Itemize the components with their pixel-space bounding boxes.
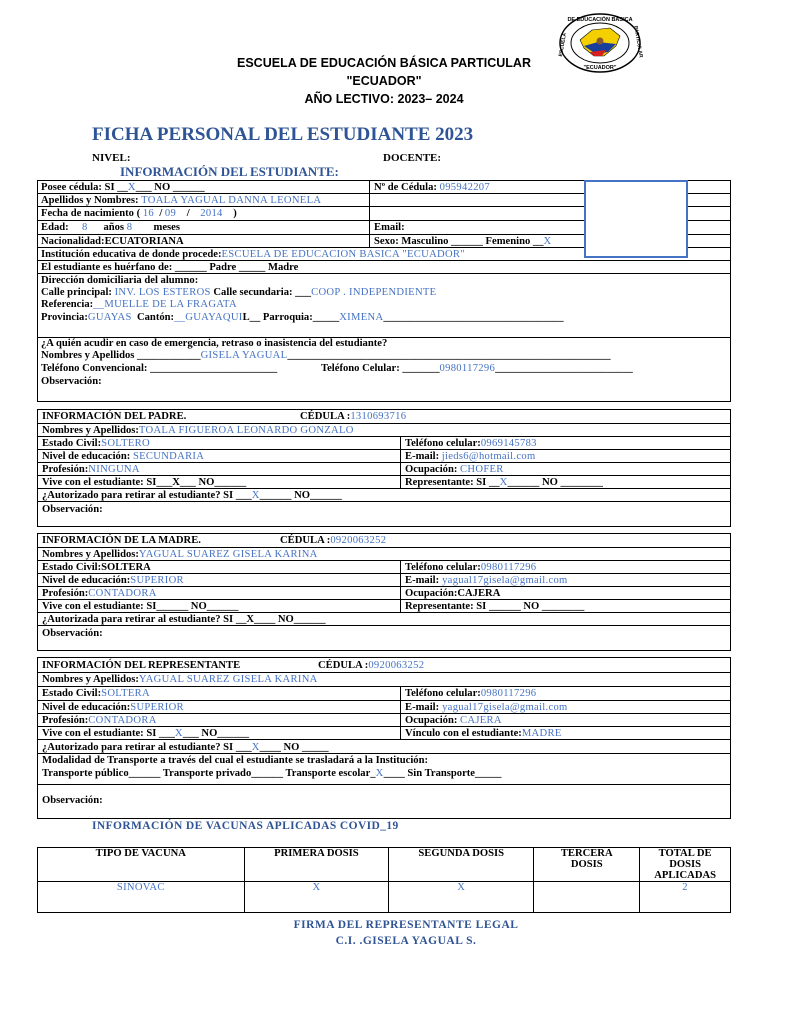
- mother-info-table: [37, 533, 731, 651]
- student-names: Apellidos y Nombres: TOALA YAGUAL DANNA LEONELA: [41, 195, 322, 206]
- page-title: FICHA PERSONAL DEL ESTUDIANTE 2023: [92, 124, 474, 145]
- school-year: AÑO LECTIVO: 2023– 2024: [304, 92, 464, 106]
- rep-profession: Profesión:CONTADORA: [42, 715, 157, 726]
- vaccine-type-header: TIPO DE VACUNA: [38, 848, 245, 882]
- mother-email: E-mail: yagual17gisela@gmail.com: [405, 575, 568, 586]
- vaccines-section-title: INFORMACIÓN DE VACUNAS APLICADAS COVID_19: [92, 820, 399, 832]
- mother-section-title: INFORMACIÓN DE LA MADRE.: [42, 535, 201, 546]
- rep-observation: Observación:: [42, 795, 103, 806]
- emergency-cell: Teléfono Celular: _______0980117296__________________________: [321, 363, 633, 374]
- mother-cell: Teléfono celular:0980117296: [405, 562, 537, 573]
- address-province: Provincia:GUAYAS Cantón:__GUAYAQUIL__ Parroquia:_____XIMENA__________________________________: [41, 312, 564, 323]
- transport-options: Transporte público______ Transporte privado______ Transporte escolar_X____ Sin Transporte_____: [42, 768, 502, 779]
- mother-authorized: ¿Autorizada para retirar al estudiante? SI __X____ NO______: [42, 614, 326, 625]
- student-email: Email:: [374, 222, 405, 233]
- total-doses-header: TOTAL DE DOSIS APLICADAS: [640, 848, 731, 882]
- rep-lives-with: Vive con el estudiante: SI ___X___ NO______: [42, 728, 250, 739]
- seal-text-top: DE EDUCACIÓN BÁSICA: [567, 17, 633, 23]
- address-reference: Referencia:__MUELLE DE LA FRAGATA: [41, 299, 237, 310]
- nationality: Nacionalidad:ECUATORIANA: [41, 236, 184, 247]
- first-dose-header: PRIMERA DOSIS: [244, 848, 389, 882]
- emergency-name: Nombres y Apellidos ____________GISELA YAGUAL_____________________________________________________________: [41, 350, 611, 361]
- address-label: Dirección domiciliaria del alumno:: [41, 275, 199, 286]
- vaccines-header-row: [38, 848, 731, 882]
- table-row: [38, 882, 731, 913]
- father-authorized: ¿Autorizado para retirar al estudiante? SI ___X______ NO______: [42, 490, 342, 501]
- father-cell: Teléfono celular:0969145783: [405, 438, 537, 449]
- cedula-number: Nº de Cédula: 095942207: [374, 182, 490, 193]
- representative-info-table: [37, 657, 731, 819]
- total-doses-cell: 2: [640, 882, 731, 913]
- school-heading: ESCUELA DE EDUCACIÓN BÁSICA PARTICULAR: [237, 56, 531, 70]
- seal-text-left: ESCUELA: [557, 32, 569, 58]
- third-dose-cell: [534, 882, 640, 913]
- photo-placeholder: [584, 180, 688, 258]
- transport-question: Modalidad de Transporte a través del cual el estudiante se trasladará a la Institución:: [42, 755, 428, 766]
- seal-text-bottom: "ECUADOR": [583, 65, 617, 71]
- student-observation: Observación:: [41, 376, 102, 387]
- second-dose-cell: X: [389, 882, 534, 913]
- school-seal-logo: [558, 12, 642, 74]
- vaccine-type-cell: SINOVAC: [38, 882, 245, 913]
- rep-relationship: Vínculo con el estudiante:MADRE: [405, 728, 562, 739]
- mother-civil-status: Estado Civil:SOLTERA: [42, 562, 151, 573]
- mother-lives-with: Vive con el estudiante: SI______ NO______: [42, 601, 239, 612]
- father-cedula: CÉDULA :1310693716: [300, 411, 407, 422]
- rep-email: E-mail: yagual17gisela@gmail.com: [405, 702, 568, 713]
- third-dose-header: TERCERA DOSIS: [534, 848, 640, 882]
- first-dose-cell: X: [244, 882, 389, 913]
- father-info-table: [37, 409, 731, 527]
- rep-authorized: ¿Autorizado para retirar al estudiante? SI ___X____ NO _____: [42, 742, 329, 753]
- mother-profession: Profesión:CONTADORA: [42, 588, 157, 599]
- father-section-title: INFORMACIÓN DEL PADRE.: [42, 411, 187, 422]
- mother-representative: Representante: SI ______ NO ________: [405, 601, 585, 612]
- mother-occupation: Ocupación:CAJERA: [405, 588, 501, 599]
- father-education: Nivel de educación: SECUNDARIA: [42, 451, 205, 462]
- nivel-label: NIVEL:: [92, 152, 131, 164]
- sex-field: Sexo: Masculino ______ Femenino __X: [374, 236, 552, 247]
- rep-cedula: CÉDULA :0920063252: [318, 660, 425, 671]
- birth-date: Fecha de nacimiento ( 16 / 09 / 2014 ): [41, 208, 237, 219]
- father-observation: Observación:: [42, 504, 103, 515]
- cedula-question: Posee cédula: SI __X___ NO ______: [41, 182, 205, 193]
- mother-observation: Observación:: [42, 628, 103, 639]
- orphan-field: El estudiante es huérfano de: ______ Padre _____ Madre: [41, 262, 299, 273]
- vaccines-table: [37, 847, 731, 913]
- mother-names: Nombres y Apellidos:YAGUAL SUAREZ GISELA KARINA: [42, 549, 318, 560]
- rep-civil-status: Estado Civil:SOLTERA: [42, 688, 150, 699]
- seal-text-right: PARTICULAR: [632, 25, 644, 59]
- emergency-question: ¿A quién acudir en caso de emergencia, retraso o inasistencia del estudiante?: [41, 338, 388, 349]
- address-streets: Calle principal: INV. LOS ESTEROS Calle secundaria: ___COOP . INDEPENDIENTE: [41, 287, 437, 298]
- rep-cell: Teléfono celular:0980117296: [405, 688, 537, 699]
- rep-education: Nivel de educación:SUPERIOR: [42, 702, 184, 713]
- father-representative: Representante: SI __X______ NO ________: [405, 477, 603, 488]
- mother-education: Nivel de educación:SUPERIOR: [42, 575, 184, 586]
- father-occupation: Ocupación: CHOFER: [405, 464, 504, 475]
- student-age: Edad: 8 años 8 meses: [41, 222, 180, 233]
- signature-id: C.I. .GISELA YAGUAL S.: [335, 935, 477, 947]
- previous-school: Institución educativa de donde procede:ESCUELA DE EDUCACION BASICA "ECUADOR": [41, 249, 465, 260]
- father-lives-with: Vive con el estudiante: SI___X___ NO______: [42, 477, 247, 488]
- rep-section-title: INFORMACIÓN DEL REPRESENTANTE: [42, 660, 241, 671]
- rep-occupation: Ocupación: CAJERA: [405, 715, 502, 726]
- student-section-title: INFORMACIÓN DEL ESTUDIANTE:: [120, 164, 339, 179]
- father-email: E-mail: jieds6@hotmail.com: [405, 451, 536, 462]
- emergency-phone: Teléfono Convencional: ________________________: [41, 363, 278, 374]
- school-name: "ECUADOR": [346, 74, 422, 88]
- father-profession: Profesión:NINGUNA: [42, 464, 140, 475]
- second-dose-header: SEGUNDA DOSIS: [389, 848, 534, 882]
- father-names: Nombres y Apellidos:TOALA FIGUEROA LEONARDO GONZALO: [42, 425, 354, 436]
- signature-label: FIRMA DEL REPRESENTANTE LEGAL: [293, 919, 519, 931]
- mother-cedula: CÉDULA :0920063252: [280, 535, 387, 546]
- rep-names: Nombres y Apellidos:YAGUAL SUAREZ GISELA KARINA: [42, 674, 318, 685]
- father-civil-status: Estado Civil:SOLTERO: [42, 438, 150, 449]
- docente-label: DOCENTE:: [383, 152, 442, 164]
